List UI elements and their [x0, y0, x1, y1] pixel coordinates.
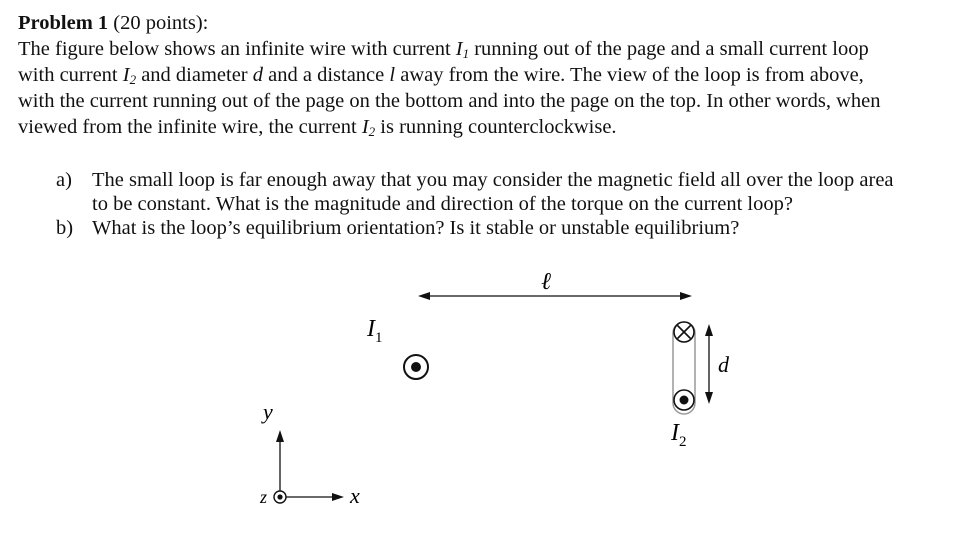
- diameter-arrow: [705, 324, 730, 404]
- infinite-wire: [366, 316, 428, 379]
- intro-text: viewed from the infinite wire, the current: [18, 116, 362, 138]
- part-text: to be constant. What is the magnitude and direction of the torque on the current loop?: [92, 193, 793, 215]
- z-axis-dot-icon: [277, 494, 282, 499]
- part-label: a): [56, 169, 72, 191]
- arrow-right-head: [680, 292, 692, 300]
- intro-text: and a distance: [263, 64, 390, 86]
- diameter-symbol: d: [252, 64, 264, 86]
- diameter-arrow-up-head: [705, 324, 713, 336]
- out-of-page-dot-icon: [680, 396, 689, 405]
- x-axis-label: x: [350, 483, 360, 508]
- intro-text: with current: [18, 64, 123, 86]
- current-i1-symbol: $I_1$: [455, 38, 470, 61]
- part-text: What is the loop’s equilibrium orientation? Is it stable or unstable equilibrium?: [92, 217, 740, 239]
- intro-text: running out of the page and a small current loop: [469, 38, 869, 60]
- wire-current-label: $I_1$: [367, 316, 383, 346]
- intro-text: is running counterclockwise.: [375, 116, 617, 138]
- distance-label: ℓ: [541, 269, 551, 295]
- coordinate-axes: [259, 399, 360, 508]
- intro-text: away from the wire. The view of the loop is from above,: [395, 64, 864, 86]
- problem-title: Problem 1: [18, 12, 109, 34]
- x-axis-arrow-icon: [332, 493, 344, 501]
- current-i2-symbol: $I_2$: [122, 64, 137, 87]
- part-text: The small loop is far enough away that you may consider the magnetic field all over the loop area: [92, 169, 894, 191]
- z-axis-label: z: [260, 487, 268, 507]
- current-loop: [670, 322, 695, 450]
- y-axis-arrow-icon: [276, 430, 284, 442]
- y-axis-label: y: [263, 399, 273, 424]
- distance-symbol: l: [389, 64, 396, 86]
- current-i2-symbol: $I_2$: [361, 116, 376, 139]
- part-label: b): [56, 217, 74, 239]
- diameter-label: d: [718, 352, 729, 377]
- intro-line-3: with the current running out of the page on the bottom and into the page on the top. In other words, when: [18, 90, 881, 112]
- intro-text: and diameter: [136, 64, 253, 86]
- wire-dot-icon: [411, 362, 421, 372]
- intro-text: The figure below shows an infinite wire with current: [18, 38, 456, 60]
- loop-current-label: $I_2$: [671, 420, 687, 450]
- diameter-arrow-down-head: [705, 392, 713, 404]
- problem-points: (20 points):: [108, 12, 209, 34]
- arrow-left-head: [418, 292, 430, 300]
- distance-arrow: [418, 269, 692, 300]
